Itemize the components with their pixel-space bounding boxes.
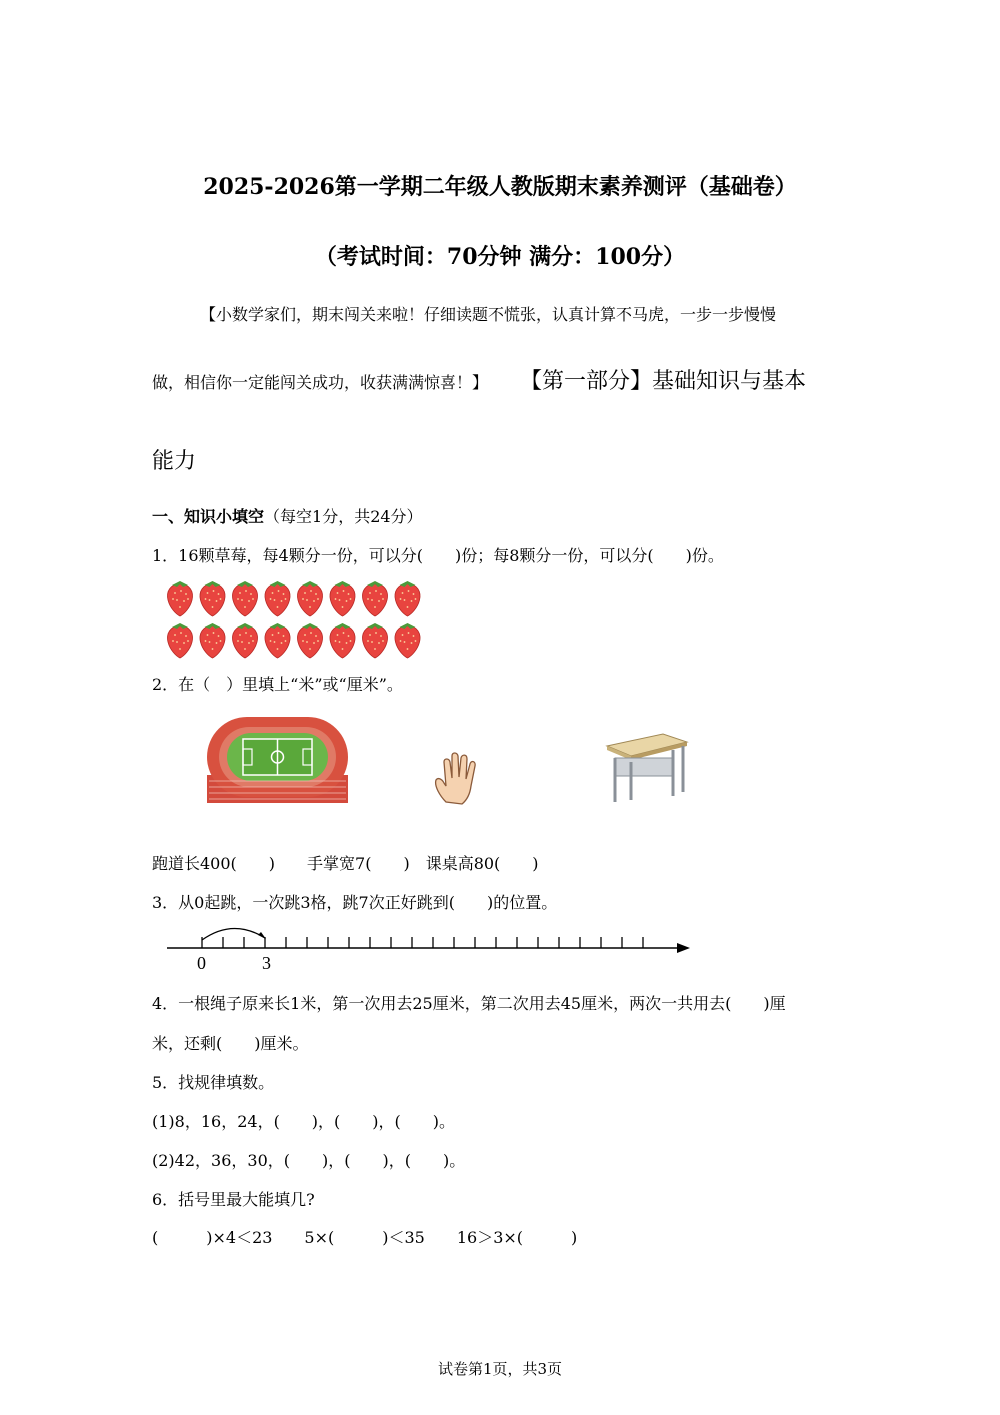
- running-track-illustration: [205, 715, 350, 805]
- intro-line-2: 做，相信你一定能闯关成功，收获满满惊喜！】: [152, 373, 489, 392]
- strawberry-icon: [265, 623, 290, 658]
- question-5-part-2: (2)42，36，30，( )，( )，( )。: [152, 1151, 466, 1170]
- strawberry-icon: [330, 623, 355, 658]
- page-title: 2025-2026第一学期二年级人教版期末素养测评（基础卷）: [203, 174, 797, 200]
- question-5: 5．找规律填数。: [152, 1073, 275, 1092]
- page-footer: 试卷第1页，共3页: [437, 1360, 563, 1378]
- question-1: 1．16颗草莓，每4颗分一份，可以分( )份；每8颗分一份，可以分( )份。: [152, 546, 724, 565]
- hand-illustration: [430, 750, 485, 808]
- strawberry-icon: [200, 581, 225, 616]
- strawberry-icon: [265, 581, 290, 616]
- strawberry-icon: [200, 623, 225, 658]
- question-6: 6．括号里最大能填几?: [152, 1190, 315, 1209]
- strawberry-icon: [363, 581, 388, 616]
- part-heading: 【第一部分】基础知识与基本: [520, 369, 807, 394]
- strawberry-icon: [330, 581, 355, 616]
- number-line: [165, 920, 695, 975]
- strawberry-icon: [168, 581, 193, 616]
- question-6-items: ( )×4＜23 5×( )＜35 16＞3×( ): [152, 1228, 578, 1247]
- strawberry-icon: [298, 623, 323, 658]
- strawberry-icon: [395, 581, 420, 616]
- desk-illustration: [605, 730, 690, 805]
- strawberry-icon: [298, 581, 323, 616]
- strawberry-icon: [363, 623, 388, 658]
- part-heading-continued: 能力: [152, 449, 197, 474]
- number-line-label-0: 0: [197, 953, 206, 973]
- exam-info: （考试时间：70分钟 满分：100分）: [314, 244, 686, 270]
- question-5-part-1: (1)8，16，24，( )，( )，( )。: [152, 1112, 456, 1131]
- question-3: 3．从0起跳，一次跳3格，跳7次正好跳到( )的位置。: [152, 893, 558, 912]
- number-line-label-3: 3: [262, 953, 271, 973]
- section-score-note: （每空1分，共24分）: [264, 507, 423, 526]
- question-2: 2．在（ ）里填上“米”或“厘米”。: [152, 675, 403, 694]
- intro-line-1: 【小数学家们，期末闯关来啦！仔细读题不慌张，认真计算不马虎，一步一步慢慢: [200, 305, 777, 324]
- section-heading: [152, 504, 423, 527]
- strawberry-icon: [233, 623, 258, 658]
- strawberry-icon: [168, 623, 193, 658]
- strawberry-icon: [233, 581, 258, 616]
- strawberries-illustration: [162, 576, 427, 656]
- question-4-line-1: 4．一根绳子原来长1米，第一次用去25厘米，第二次用去45厘米，两次一共用去( )厘: [152, 994, 786, 1013]
- question-4-line-2: 米，还剩( )厘米。: [152, 1034, 309, 1053]
- section-title: 一、知识小填空: [152, 507, 265, 526]
- question-2-answers: 跑道长400( ) 手掌宽7( ) 课桌高80( ): [152, 854, 539, 873]
- strawberry-icon: [395, 623, 420, 658]
